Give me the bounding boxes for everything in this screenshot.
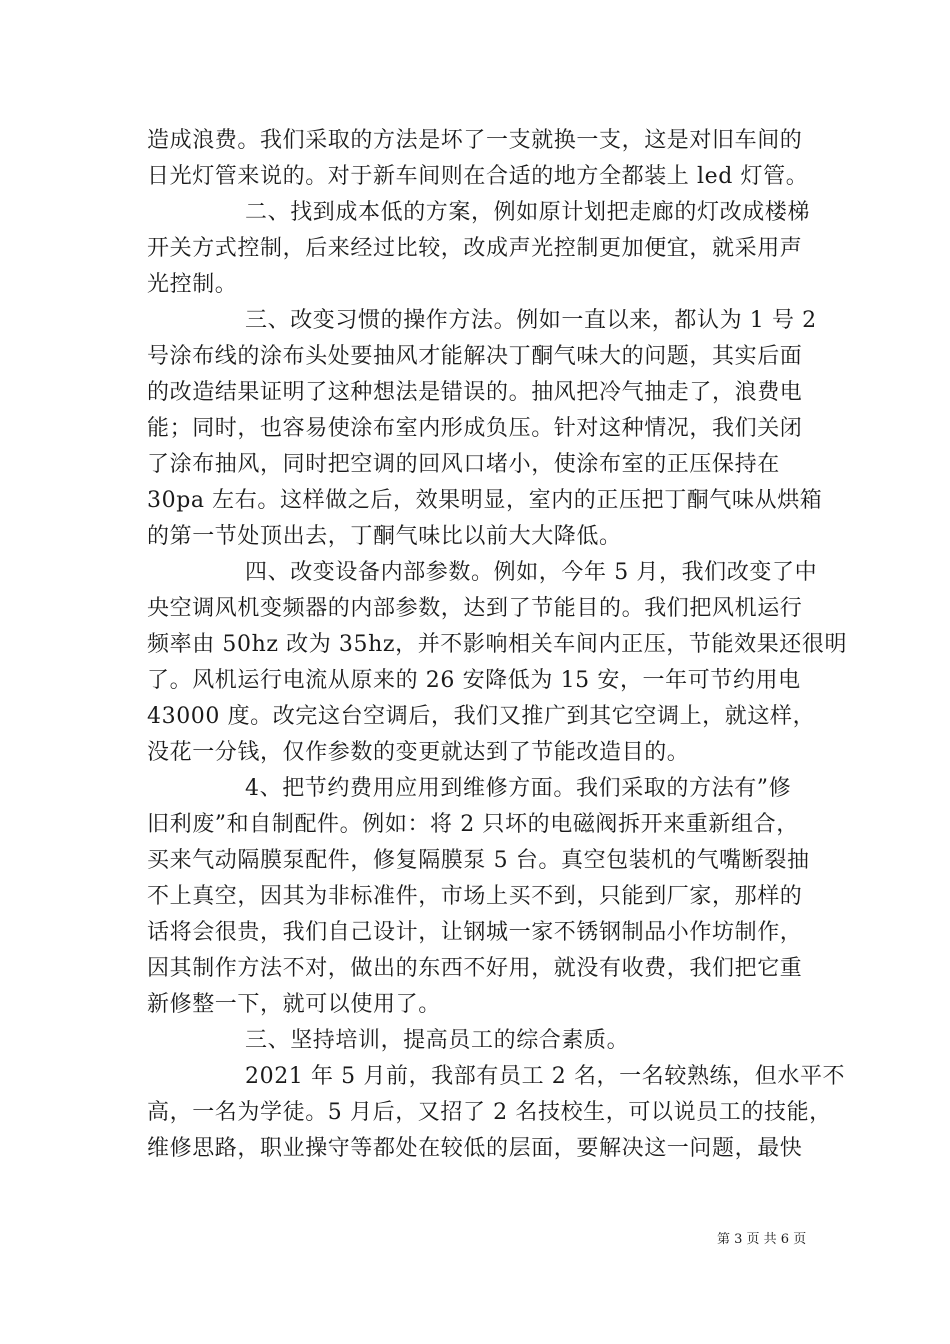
text-line: 因其制作方法不对，做出的东西不好用，就没有收费，我们把它重 [147,956,803,981]
text-line: 光控制。 [147,272,238,297]
text-line: 日光灯管来说的。对于新车间则在合适的地方全都装上 led 灯管。 [147,164,809,189]
text-line: 二、找到成本低的方案，例如原计划把走廊的灯改成楼梯 [245,200,811,225]
text-line: 的第一节处顶出去，丁酮气味比以前大大降低。 [147,524,622,549]
text-line: 旧利废”和自制配件。例如：将 2 只坏的电磁阀拆开来重新组合， [147,812,799,837]
text-line: 央空调风机变频器的内部参数，达到了节能目的。我们把风机运行 [147,596,803,621]
text-line: 不上真空，因其为非标准件，市场上买不到，只能到厂家，那样的 [147,884,803,909]
text-line: 43000 度。改完这台空调后，我们又推广到其它空调上，就这样， [147,704,816,729]
text-line: 高，一名为学徒。5 月后，又招了 2 名技校生，可以说员工的技能， [147,1100,832,1125]
text-line: 的改造结果证明了这种想法是错误的。抽风把冷气抽走了，浪费电 [147,380,803,405]
page-number: 第 3 页 共 6 页 [717,1232,807,1247]
text-line: 维修思路，职业操守等都处在较低的层面，要解决这一问题，最快 [147,1136,803,1161]
text-line: 新修整一下，就可以使用了。 [147,992,441,1017]
text-line: 频率由 50hz 改为 35hz，并不影响相关车间内正压，节能效果还很明 [147,632,848,657]
text-line: 2021 年 5 月前，我部有员工 2 名，一名较熟练，但水平不 [245,1064,846,1089]
text-line: 开关方式控制，后来经过比较，改成声光控制更加便宜，就采用声 [147,236,803,261]
text-line: 没花一分钱，仅作参数的变更就达到了节能改造目的。 [147,740,690,765]
text-line: 了涂布抽风，同时把空调的回风口堵小，使涂布室的正压保持在 [147,452,780,477]
text-line: 4、把节约费用应用到维修方面。我们采取的方法有”修 [245,776,792,801]
text-line: 了。风机运行电流从原来的 26 安降低为 15 安，一年可节约用电 [147,668,801,693]
text-line: 能；同时，也容易使涂布室内形成负压。针对这种情况，我们关闭 [147,416,803,441]
text-line: 四、改变设备内部参数。例如，今年 5 月，我们改变了中 [245,560,818,585]
section-heading: 三、坚持培训，提高员工的综合素质。 [245,1028,630,1053]
text-line: 造成浪费。我们采取的方法是坏了一支就换一支，这是对旧车间的 [147,128,803,153]
text-line: 话将会很贵，我们自己设计，让钢城一家不锈钢制品小作坊制作， [147,920,803,945]
text-line: 号涂布线的涂布头处要抽风才能解决丁酮气味大的问题，其实后面 [147,344,803,369]
text-line: 30pa 左右。这样做之后，效果明显，室内的正压把丁酮气味从烘箱 [147,488,823,513]
text-line: 三、改变习惯的操作方法。例如一直以来，都认为 1 号 2 [245,308,817,333]
text-line: 买来气动隔膜泵配件，修复隔膜泵 5 台。真空包装机的气嘴断裂抽 [147,848,810,873]
